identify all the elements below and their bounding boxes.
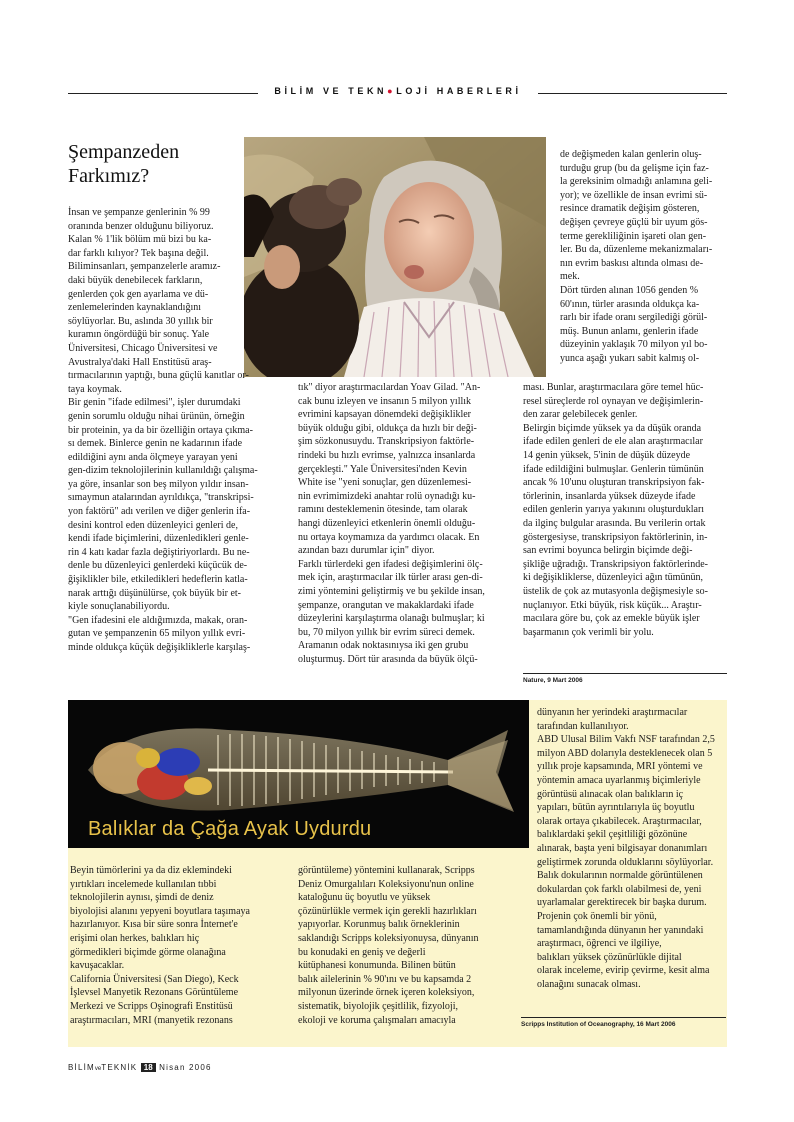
article2-col2-line: balık ailelerinin % 90'ını ve bu kapsamda 2 [298,973,472,985]
article1-col3-top-line: yunca aşağı yukarı sabit kalmış ol- [560,352,700,364]
article1-col3-bottom-line: törlerinin, insanlarda yüksek düzeyde ifade [523,490,696,502]
article1-col1-line: gutan ve şempanzenin 65 milyon yıllık evri- [68,628,246,640]
page-footer [68,1063,212,1072]
article1-col2-line: büyük olduğu gibi, oldukça da hızlı bir deği- [298,422,477,434]
article1-col1-line: denle bu düzenleyici genlerdeki küçücük de- [68,560,248,572]
article2-col1-line: California Üniversitesi (San Diego), Keck [70,973,239,985]
article1-col3-top-line: müş. Bunun anlamı, genlerin ifade [560,325,699,337]
article1-col3-top-line: de değişmeden kalan genlerin oluş- [560,149,702,160]
article1-column-3-bottom [523,381,728,639]
article2-column-2 [298,864,508,1027]
article2-col3-line: balıkları yüksek çözünürlükle dijital [537,951,682,963]
article1-col3-bottom-line: den zarar gelebilecek genler. [523,409,638,421]
footer-magazine-b: TEKNİK [101,1063,138,1072]
header-rule-left [68,93,258,94]
article2-col1-line: araştırmacıları, MRI (manyetik rezonans [70,1014,233,1026]
article1-col3-bottom-line: göstergesiyse, transkripsiyon faktörlerinin, in- [523,531,708,543]
article1-col2-lines [298,381,503,666]
article1-col2-line: evrimini kapsayan dönemdeki değişiklikler [298,409,472,421]
article1-col2-line: tık" diyor araştırmacılardan Yoav Gilad. "An- [298,382,481,393]
article2-col2-line: bu konudaki en geniş ve değerli [298,946,426,958]
article-title [68,140,248,188]
article1-col2-line: oluşturmuş. Dört tür arasında da büyük ölçü- [298,653,478,665]
article2-col3-line: dokulardan çok farklı olabilmesi de, yeni [537,883,702,895]
article1-col1-line: kuramın öngördüğü bir sonuç. Yale [68,329,210,341]
article2-col2-line: saklandığı Scripps koleksiyonuysa, dünyanın [298,932,479,944]
article1-col3-bottom-line: şikliğe uğradığı. Transkripsiyon faktörlerinde- [523,558,708,570]
article1-col3-top-line: 60'ının, türler arasında oldukça ka- [560,298,700,310]
article2-col3-line: uyarlamalar gerektirecek bir başka durum. [537,897,707,909]
article2-col3-line: yöntemin amaca uyarlanmış biçimleriyle [537,774,701,786]
header-rule-right [538,93,727,94]
article1-col1-line: oranında benzer olduğunu biliyoruz. [68,220,214,232]
article1-col2-line: White ise "yeni sonuçlar, gen düzenlemesi- [298,477,472,489]
article1-col1-line: narak arttığı düşünülürse, çok büyük bir et- [68,587,242,599]
article1-col2-line: cak bunu izleyen ve insanın 5 milyon yıllık [298,395,472,407]
article1-col1-line: taya koymak. [68,383,122,395]
article1-col3-bottom-line: ki değişikliklerse, düzenleyici ağın tümünün, [523,572,703,584]
page-number: 18 [141,1063,156,1072]
article1-col1-line: edildiğini aynı anda ölçmeye yarayan yeni [68,451,238,463]
article2-column-3 [537,706,727,991]
article1-col3-bottom-line: Belirgin biçimde yüksek ya da düşük oranda [523,422,702,434]
article-title-line1: Şempanzeden [68,141,180,163]
article1-col1-line: daki büyük denebilecek farkların, [68,274,203,286]
article1-col3-bottom-line: 14 genin yüksek, 5'inin de düşük düzeyde [523,449,691,461]
article2-col3-line: yapıları, bütün ayrıntılarıyla üç boyutlu [537,802,695,814]
article1-col1-line: söylüyorlar. Bu, aslında 30 yıllık bir [68,315,213,327]
fish-mri-image [68,700,529,848]
article1-col3-top-line: resince dramatik değişim gösteren, [560,203,700,215]
article1-source: Nature, 9 Mart 2006 [523,677,583,684]
article1-col1-line: genlerden çok gen ayarlama ve dü- [68,288,209,300]
article1-col2-line: nin evrimimizdeki anahtar rolü oynadığı ku- [298,490,476,502]
article1-col1-line: ğişiklikler bile, etkiledikleri hedeflerin katla- [68,574,248,586]
article1-col3-top-line: la gereksinim olmadığı anlamına geli- [560,176,713,188]
article1-col1-line: minde oldukça küçük değişikliklerle karşılaş- [68,642,251,653]
article1-col2-line: hangi düzenleyici etkenlerin önemli olduğu- [298,517,476,529]
article1-col2-line: rindeki bu hızlı evrimse, yalnızca insanlarda [298,449,476,461]
article1-col2-line: şempanze, orangutan ve makaklardaki ifade [298,599,474,611]
article-title-line2: Farkımız? [68,165,150,187]
article2-col3-line: olarak ortaya çıkabilecek. Araştırmacılar, [537,815,702,827]
article2-col3-line: araştırmacı, öğrenci ve ilgiliye, [537,938,662,950]
article1-col3-bottom-line: da ilginç bulgular arasında. Bu verilerin ortak [523,517,706,529]
article2-col1-line: teknolojilerin aynısı, şimdi de deniz [70,892,214,904]
article1-col3-bottom-line: san evrimi boyunca belirgin biçimde deği- [523,545,693,557]
article1-col3-bottom-line: ifade edildiğini bulmuşlar. Genlerin tümünün [523,463,704,475]
article2-col1-line: İşlevsel Manyetik Rezonans Görüntüleme [70,987,239,999]
article1-col2-line: bu, 70 milyon yıllık bir evrim süreci demek. [298,626,475,638]
article2-col1-line: erişimi olan herkes, balıkları hiç [70,932,200,944]
article1-col1-line: kendi ifade biçimlerini, düzenledikleri genle- [68,533,249,545]
article2-col3-line: tamamlandığında dünyanın her yanındaki [537,924,704,936]
section-header [263,86,533,96]
article1-col1-line: sımaymun atalarından ayrıldıkça, "transkripsi- [68,492,254,504]
article1-col2-line: düzeylerini karşılaştırma olanağı bulmuşlar; ki [298,613,485,625]
article1-col3-top-line: ler. Bu da, düzenleme mekanizmaları- [560,244,713,256]
article1-col3-bottom-lines [523,381,728,639]
article1-col2-line: azından bazı durumlar için" diyor. [298,545,435,557]
article2-col3-line: olanağını sunacak olması. [537,978,641,990]
article1-col3-top-line: rarlı bir ifade oranı sergilediği görül- [560,312,708,324]
article2-col3-line: Projenin çok önemli bir yönü, [537,910,657,922]
article1-col3-bottom-line: ancak % 10'unu oluşturan transkripsiyon fak- [523,477,705,489]
article1-col3-top-line: terme gerekliliğinin işareti olan gen- [560,230,707,242]
article2-col3-line: milyon ABD dolarıyla desteklenecek olan 5 [537,747,713,759]
article2-col3-line: yıllık proje kapsamında, MRI yöntemi ve [537,761,703,773]
article1-col1-line: Üniversitesi, Chicago Üniversitesi ve [68,342,218,354]
article1-col3-bottom-line: macılara göre bu, çok az emekle büyük işler [523,613,700,625]
article1-col1-line: Bir genin "ifade edilmesi", işler durumdaki [68,397,241,409]
article1-col2-line: mek için, araştırmacılar ilk türler arası gen-di- [298,572,483,584]
article2-col1-line: yırtıkları incelemede kullanılan tıbbi [70,878,217,890]
article1-col1-line: Avustralya'daki Hall Enstitüsü araş- [68,356,212,368]
article2-col2-line: kataloğunu üç boyutlu ve yüksek [298,892,431,904]
article2-col2-line: Deniz Omurgalıları Koleksiyonu'nun online [298,878,474,890]
article1-col2-line: gerçekleşti." Yale Üniversitesi'nden Kevin [298,463,467,475]
article2-col3-line: balıklardaki şekil çeşitliliği gözönüne [537,829,688,841]
article1-col1-line: Kalan % 1'lik bölüm mü bizi bu ka- [68,234,212,246]
article1-col1-lines [68,206,273,655]
article1-col3-top-line: turduğu grup (bu da gelişme için faz- [560,162,709,174]
article1-col2-line: zimi yöntemini geliştirmiş ve bu şekilde insan, [298,585,485,597]
article1-source-rule [523,673,727,674]
article1-col1-line: sı demek. Binlerce genin ne kadarının ifade [68,438,243,450]
chimpanzee-photo [244,137,546,377]
footer-date: Nisan 2006 [159,1063,212,1072]
article1-col3-top-line: değişen çevreye güçlü bir uyum gös- [560,216,708,228]
article2-col3-line: Balık dokularının normalde görüntülenen [537,870,703,882]
article1-col2-line: şim sözkonusuydu. Transkripsiyon faktörle- [298,436,475,448]
article1-col3-bottom-line: resel süreçlerde rol oynayan ve değişimlerin- [523,395,704,407]
article1-col3-top-line: yor); ve özellikle de insan evrimi sü- [560,189,708,201]
article2-col3-line: olarak inceleme, evirip çevirme, kesit alma [537,965,710,977]
article1-col3-top-lines [560,148,728,366]
article2-col3-line: alınarak, başta yeni bilgisayar donanımları [537,842,708,854]
article2-col2-line: görüntüleme) yöntemini kullanarak, Scripps [298,865,475,876]
article2-col3-line: dünyanın her yerindeki araştırmacılar [537,707,688,718]
article2-col3-lines [537,706,727,991]
article2-col3-line: tarafından kullanılıyor. [537,720,629,732]
article2-column-1 [70,864,280,1027]
article1-col1-line: bir proteinin, ya da bir özelliğin ortaya çıkma- [68,424,253,436]
section-header-part2: LOJİ HABERLERİ [396,86,522,96]
article1-col1-line: ya göre, insanlar son beş milyon yıldır insan- [68,478,249,490]
article2-col2-line: milyonun üzerinde örnek içeren koleksiyon, [298,987,475,999]
article2-col2-line: ekoloji ve koruma çalışmaları amacıyla [298,1014,456,1026]
section-header-part1: BİLİM VE TEKN [274,86,388,96]
footer-magazine-a: BİLİM [68,1063,95,1072]
article1-col3-bottom-line: başarmanın çok verimli bir yolu. [523,626,654,638]
article1-col3-top-line: Dört türden alınan 1056 genden % [560,284,699,296]
article2-col2-line: çözünürlükle vermek için gerekli hazırlıkları [298,905,477,917]
article1-column-1 [68,206,273,655]
article2-col3-line: geliştirmek zorunda olduklarını söylüyorlar. [537,856,714,868]
article1-col1-line: "Gen ifadesini ele aldığımızda, makak, oran- [68,614,248,626]
article1-col1-line: tırmacılarının yaptığı, buna güçlü kanıtlar or- [68,370,249,382]
article1-col2-line: ramını desteklemenin ötesinde, tam olarak [298,504,468,516]
article1-col3-top-line: mek. [560,271,580,283]
article1-col1-line: yon faktörü" adı verilen ve diğer genlerin ifa- [68,506,251,518]
article2-col2-line: yapıyorlar. Korunmuş balık örneklerinin [298,919,460,931]
article1-col1-line: genin sorumlu olduğu nihai ürünün, örneğin [68,410,245,422]
article2-source-rule [521,1017,726,1018]
article2-col2-lines [298,864,508,1027]
article2-col1-line: hazırlanıyor. Kısa bir süre sonra İnternet'e [70,919,238,931]
article1-col3-bottom-line: edilen genlerin yarıya yakınını oluşturdukları [523,504,705,516]
article2-col1-line: biyolojisi alanını yepyeni boyutlara taşımaya [70,905,250,917]
article2-col1-line: kavuşacaklar. [70,960,125,972]
article1-col3-bottom-line: nuçlanıyor. Etki büyük, risk küçük... Araştır- [523,599,702,611]
article1-col1-line: rin 4 katı kadar fazla değiştiriyorlardı. Bu ne- [68,546,250,558]
article1-col1-line: desini kontrol eden düzenleyici genleri de, [68,519,238,531]
article1-col3-bottom-line: ifade edilen genleri de ele alan araştırmacılar [523,436,703,448]
article1-col1-line: zenlemelerinden kaynaklandığını [68,302,202,314]
article1-col1-line: dar farklı kılıyor? Tek başına değil. [68,247,209,259]
article1-col3-bottom-line: üstelik de çok az mutasyonla değişmesiyle so- [523,585,708,597]
article2-col1-lines [70,864,280,1027]
article1-col2-line: Farklı türlerdeki gen ifadesi değişimlerini ölç- [298,558,483,570]
article1-col1-line: kiyle sonuçlanabiliyordu. [68,601,170,613]
article2-source: Scripps Institution of Oceanography, 16 Mart 2006 [521,1021,676,1028]
article1-col2-line: Aramanın odak noktasınıysa iki gen grubu [298,640,469,652]
header-logo-o-icon: ● [387,86,397,96]
article1-col1-line: İnsan ve şempanze genlerinin % 99 [68,207,210,218]
article1-col3-top-line: düzeyinin yaklaşık 70 milyon yıl bo- [560,339,708,351]
article2-col2-line: kütüphanesi konumunda. Bilinen bütün [298,960,456,972]
chimpanzee-photo-illustration [244,137,546,377]
article2-col1-line: Merkezi ve Scripps Oşinografi Enstitüsü [70,1000,233,1012]
article2-col1-line: görmedikleri biçimde görme olanağına [70,946,226,958]
article1-col3-bottom-line: ması. Bunlar, araştırmacılara göre temel hüc- [523,382,704,393]
article1-col3-top-line: nın evrim baskısı altında olması de- [560,257,704,269]
article2-col1-line: Beyin tümörlerini ya da diz eklemindeki [70,865,232,876]
article1-column-3-top [560,148,728,366]
article1-col1-line: gen-dizim teknolojilerinin kullanıldığı çalışma- [68,465,258,477]
article1-col1-line: Biliminsanları, şempanzelerle aramız- [68,261,221,273]
article2-col2-line: sistematik, biyolojik çeşitlilik, fizyoloji, [298,1000,458,1012]
footer-magazine-ve: ve [94,1066,102,1072]
article1-column-2 [298,381,503,666]
article2-title: Balıklar da Çağa Ayak Uydurdu [88,818,372,840]
article1-col2-line: nu ortaya koymamıza da yardımcı olacak. En [298,531,480,543]
article2-col3-line: görüntüsü alınacak olan balıkların iç [537,788,684,800]
article2-col3-line: ABD Ulusal Bilim Vakfı NSF tarafından 2,5 [537,734,715,746]
